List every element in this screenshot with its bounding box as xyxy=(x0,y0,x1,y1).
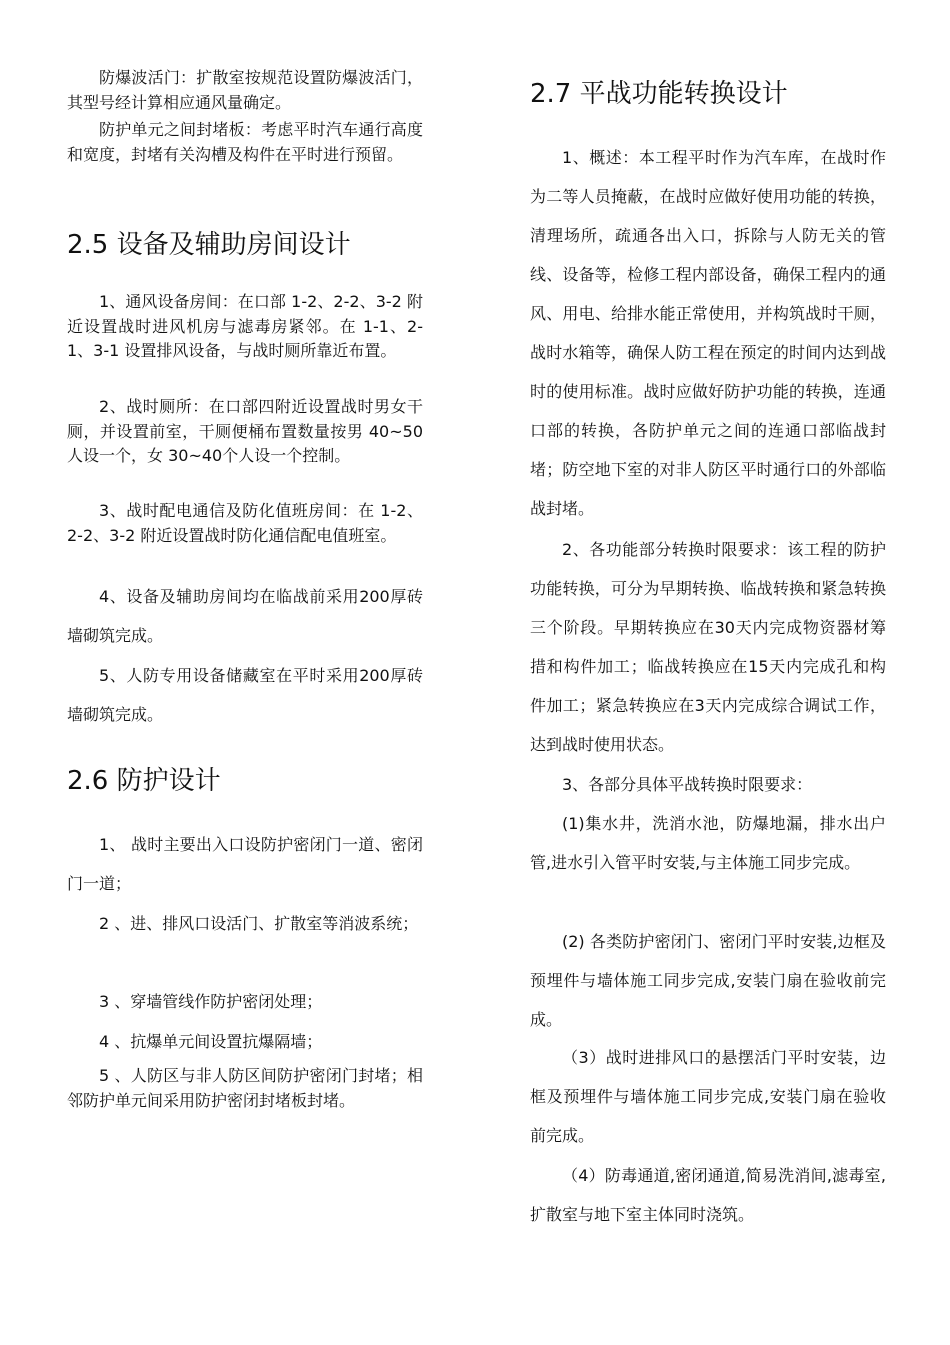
section-2-5-title: 2.5 设备及辅助房间设计 xyxy=(67,230,351,260)
section-2-6-title: 2.6 防护设计 xyxy=(67,766,221,796)
section-2-7-paragraph-1: 1、概述：本工程平时作为汽车库，在战时作为二等人员掩蔽，在战时应做好使用功能的转换，清理场所，疏通各出入口，拆除与人防无关的管线、设备等，检修工程内部设备，确保工程内的通风、用电、给排水能正常使用，并构筑战时干厕，战时水箱等，确保人防工程在预定的时间内达到战时的使用标准。战时应做好防护功能的转换，连通口部的转换，各防护单元之间的连通口部临战封堵；防空地下室的对非人防区平时通行口的外部临战封堵。 xyxy=(530,148,886,518)
section-2-7-paragraph-5: (2) 各类防护密闭门、密闭门平时安装,边框及预埋件与墙体施工同步完成,安装门扇在验收前完成。 xyxy=(530,932,886,1029)
intro-paragraph-blast-valve: 防爆波活门：扩散室按规范设置防爆波活门，其型号经计算相应通风量确定。 xyxy=(67,68,423,112)
section-2-7-paragraph-2: 2、各功能部分转换时限要求：该工程的防护功能转换，可分为早期转换、临战转换和紧急转换三个阶段。早期转换应在30天内完成物资器材筹措和构件加工；临战转换应在15天内完成孔和构件加工；紧急转换应在3天内完成综合调试工作，达到战时使用状态。 xyxy=(530,540,886,754)
section-2-5-paragraph-2: 2、战时厕所：在口部四附近设置战时男女干厕，并设置前室，干厕便桶布置数量按男 40~50人设一个，女 30~40个人设一个控制。 xyxy=(67,397,423,465)
section-2-7-paragraph-6: （3）战时进排风口的悬摆活门平时安装，边框及预埋件与墙体施工同步完成,安装门扇在验收前完成。 xyxy=(530,1048,886,1145)
section-2-5-paragraph-3: 3、战时配电通信及防化值班房间：在 1-2、2-2、3-2 附近设置战时防化通信配电值班室。 xyxy=(67,501,423,545)
section-2-7-paragraph-7: （4）防毒通道,密闭通道,简易洗消间,滤毒室,扩散室与地下室主体同时浇筑。 xyxy=(530,1166,886,1224)
section-2-7-paragraph-3: 3、各部分具体平战转换时限要求： xyxy=(562,775,813,794)
section-2-6-paragraph-5: 5 、人防区与非人防区间防护密闭门封堵；相邻防护单元间采用防护密闭封堵板封堵。 xyxy=(67,1066,423,1110)
section-2-6-paragraph-1: 1、 战时主要出入口设防护密闭门一道、密闭门一道； xyxy=(67,835,423,893)
section-2-6-paragraph-3: 3 、穿墙管线作防护密闭处理； xyxy=(99,992,323,1011)
section-2-5-paragraph-5: 5、人防专用设备储藏室在平时采用200厚砖墙砌筑完成。 xyxy=(67,666,423,724)
section-2-7-title: 2.7 平战功能转换设计 xyxy=(530,79,788,109)
section-2-6-paragraph-4: 4 、抗爆单元间设置抗爆隔墙； xyxy=(99,1032,323,1051)
section-2-5-paragraph-1: 1、通风设备房间：在口部 1-2、2-2、3-2 附近设置战时进风机房与滤毒房紧邻。在 1-1、2-1、3-1 设置排风设备，与战时厕所靠近布置。 xyxy=(67,292,423,360)
section-2-7-paragraph-4: (1)集水井，洗消水池，防爆地漏，排水出户管,进水引入管平时安装,与主体施工同步完成。 xyxy=(530,814,886,872)
section-2-5-paragraph-4: 4、设备及辅助房间均在临战前采用200厚砖墙砌筑完成。 xyxy=(67,587,423,645)
section-2-6-paragraph-2: 2 、进、排风口设活门、扩散室等消波系统； xyxy=(99,914,419,933)
intro-paragraph-sealing-plate: 防护单元之间封堵板：考虑平时汽车通行高度和宽度，封堵有关沟槽及构件在平时进行预留。 xyxy=(67,120,423,164)
